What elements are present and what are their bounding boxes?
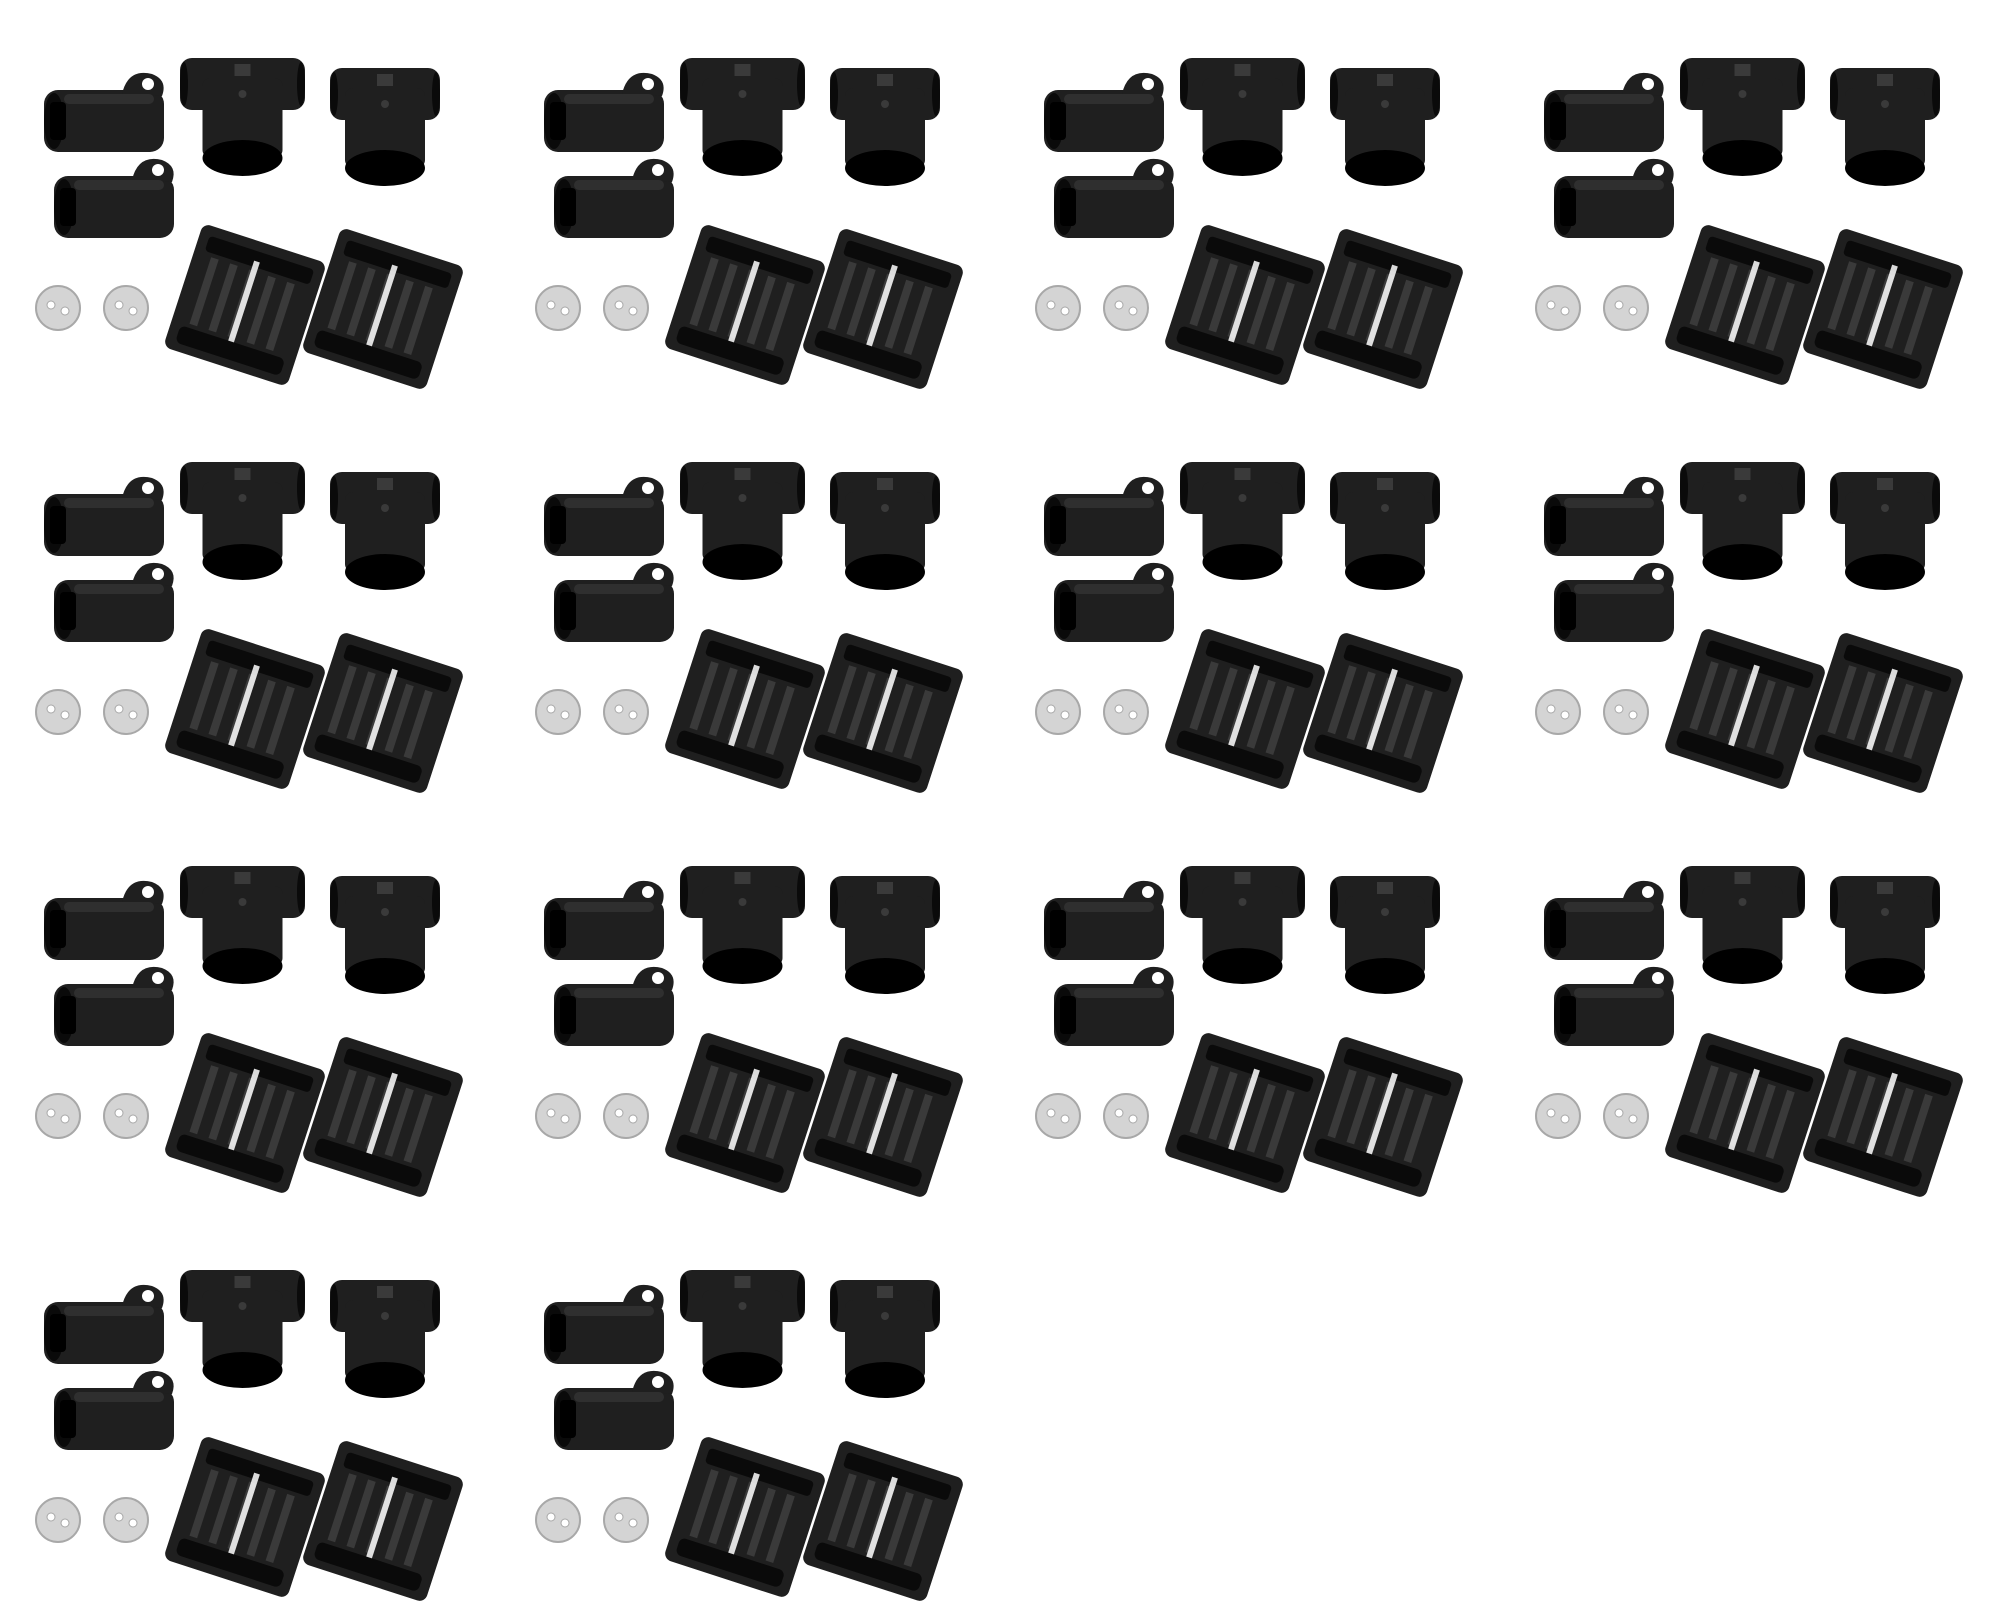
sleeve-clamp-icon <box>1054 159 1174 238</box>
sleeve-clamp-icon <box>1044 881 1164 960</box>
tee-connector-icon <box>830 876 940 994</box>
parts-kit-6 <box>500 404 1000 808</box>
hinge-plate-icon <box>1801 631 1965 795</box>
hinge-plate-icon <box>663 1435 827 1599</box>
tee-connector-icon <box>1330 876 1440 994</box>
parts-kit-10 <box>500 808 1000 1212</box>
sleeve-clamp-icon <box>54 1371 174 1450</box>
sleeve-clamp-icon <box>44 1285 164 1364</box>
metal-washer-icon <box>1536 286 1580 330</box>
sleeve-clamp-icon <box>1044 477 1164 556</box>
tee-connector-icon <box>180 58 305 176</box>
sleeve-clamp-icon <box>54 159 174 238</box>
metal-washer-icon <box>1104 1094 1148 1138</box>
tee-connector-icon <box>1330 68 1440 186</box>
parts-kit-2 <box>500 0 1000 404</box>
metal-washer-icon <box>1604 1094 1648 1138</box>
hinge-plate-icon <box>301 227 465 391</box>
hinge-plate-icon <box>301 1035 465 1199</box>
tee-connector-icon <box>1680 866 1805 984</box>
metal-washer-icon <box>604 1498 648 1542</box>
sleeve-clamp-icon <box>554 967 674 1046</box>
tee-connector-icon <box>330 68 440 186</box>
metal-washer-icon <box>1036 1094 1080 1138</box>
tee-connector-icon <box>1830 876 1940 994</box>
sleeve-clamp-icon <box>44 881 164 960</box>
tee-connector-icon <box>1830 68 1940 186</box>
hinge-plate-icon <box>301 1439 465 1603</box>
tee-connector-icon <box>1180 866 1305 984</box>
hinge-plate-icon <box>1663 627 1827 791</box>
tee-connector-icon <box>330 876 440 994</box>
hinge-plate-icon <box>163 627 327 791</box>
tee-connector-icon <box>330 472 440 590</box>
hinge-plate-icon <box>1801 1035 1965 1199</box>
tee-connector-icon <box>180 462 305 580</box>
metal-washer-icon <box>36 690 80 734</box>
metal-washer-icon <box>1104 286 1148 330</box>
hinge-plate-icon <box>1663 1031 1827 1195</box>
hinge-plate-icon <box>663 223 827 387</box>
sleeve-clamp-icon <box>1554 159 1674 238</box>
sleeve-clamp-icon <box>554 1371 674 1450</box>
metal-washer-icon <box>1104 690 1148 734</box>
hinge-plate-icon <box>1163 1031 1327 1195</box>
sleeve-clamp-icon <box>54 563 174 642</box>
hinge-plate-icon <box>801 1035 965 1199</box>
parts-kit-3 <box>1000 0 1500 404</box>
tee-connector-icon <box>830 472 940 590</box>
hinge-plate-icon <box>801 1439 965 1603</box>
hinge-plate-icon <box>1301 631 1465 795</box>
parts-kit-1 <box>0 0 500 404</box>
hinge-plate-icon <box>1163 223 1327 387</box>
metal-washer-icon <box>1604 286 1648 330</box>
metal-washer-icon <box>536 1498 580 1542</box>
metal-washer-icon <box>536 690 580 734</box>
tee-connector-icon <box>680 462 805 580</box>
hinge-plate-icon <box>1801 227 1965 391</box>
hinge-plate-icon <box>163 1435 327 1599</box>
metal-washer-icon <box>1604 690 1648 734</box>
tee-connector-icon <box>180 1270 305 1388</box>
hinge-plate-icon <box>301 631 465 795</box>
metal-washer-icon <box>36 1498 80 1542</box>
parts-kit-4 <box>1500 0 2000 404</box>
hinge-plate-icon <box>801 227 965 391</box>
metal-washer-icon <box>104 1498 148 1542</box>
sleeve-clamp-icon <box>1554 563 1674 642</box>
metal-washer-icon <box>104 1094 148 1138</box>
sleeve-clamp-icon <box>1054 563 1174 642</box>
metal-washer-icon <box>104 690 148 734</box>
metal-washer-icon <box>1536 690 1580 734</box>
sleeve-clamp-icon <box>1044 73 1164 152</box>
tee-connector-icon <box>680 1270 805 1388</box>
metal-washer-icon <box>36 286 80 330</box>
sleeve-clamp-icon <box>544 477 664 556</box>
parts-kit-9 <box>0 808 500 1212</box>
hinge-plate-icon <box>1301 1035 1465 1199</box>
hinge-plate-icon <box>663 1031 827 1195</box>
tee-connector-icon <box>680 58 805 176</box>
sleeve-clamp-icon <box>1054 967 1174 1046</box>
sleeve-clamp-icon <box>554 563 674 642</box>
hinge-plate-icon <box>163 223 327 387</box>
hinge-plate-icon <box>1163 627 1327 791</box>
tee-connector-icon <box>1830 472 1940 590</box>
hinge-plate-icon <box>801 631 965 795</box>
tee-connector-icon <box>180 866 305 984</box>
metal-washer-icon <box>536 286 580 330</box>
metal-washer-icon <box>36 1094 80 1138</box>
sleeve-clamp-icon <box>544 73 664 152</box>
metal-washer-icon <box>104 286 148 330</box>
sleeve-clamp-icon <box>54 967 174 1046</box>
sleeve-clamp-icon <box>1544 73 1664 152</box>
parts-kit-13 <box>0 1212 500 1616</box>
hinge-plate-icon <box>163 1031 327 1195</box>
hinge-plate-icon <box>663 627 827 791</box>
metal-washer-icon <box>604 1094 648 1138</box>
sleeve-clamp-icon <box>544 1285 664 1364</box>
sleeve-clamp-icon <box>44 477 164 556</box>
tee-connector-icon <box>830 1280 940 1398</box>
parts-kit-11 <box>1000 808 1500 1212</box>
tee-connector-icon <box>1180 58 1305 176</box>
tee-connector-icon <box>330 1280 440 1398</box>
parts-kit-5 <box>0 404 500 808</box>
sleeve-clamp-icon <box>44 73 164 152</box>
sleeve-clamp-icon <box>1554 967 1674 1046</box>
parts-kit-7 <box>1000 404 1500 808</box>
parts-kit-8 <box>1500 404 2000 808</box>
parts-kit-14 <box>500 1212 1000 1616</box>
metal-washer-icon <box>536 1094 580 1138</box>
metal-washer-icon <box>604 286 648 330</box>
hinge-plate-icon <box>1301 227 1465 391</box>
hinge-plate-icon <box>1663 223 1827 387</box>
tee-connector-icon <box>680 866 805 984</box>
metal-washer-icon <box>1036 690 1080 734</box>
tee-connector-icon <box>1680 462 1805 580</box>
metal-washer-icon <box>1536 1094 1580 1138</box>
metal-washer-icon <box>604 690 648 734</box>
tee-connector-icon <box>830 68 940 186</box>
parts-kit-12 <box>1500 808 2000 1212</box>
sleeve-clamp-icon <box>554 159 674 238</box>
sleeve-clamp-icon <box>1544 881 1664 960</box>
tee-connector-icon <box>1180 462 1305 580</box>
tee-connector-icon <box>1330 472 1440 590</box>
metal-washer-icon <box>1036 286 1080 330</box>
tee-connector-icon <box>1680 58 1805 176</box>
sleeve-clamp-icon <box>1544 477 1664 556</box>
sleeve-clamp-icon <box>544 881 664 960</box>
